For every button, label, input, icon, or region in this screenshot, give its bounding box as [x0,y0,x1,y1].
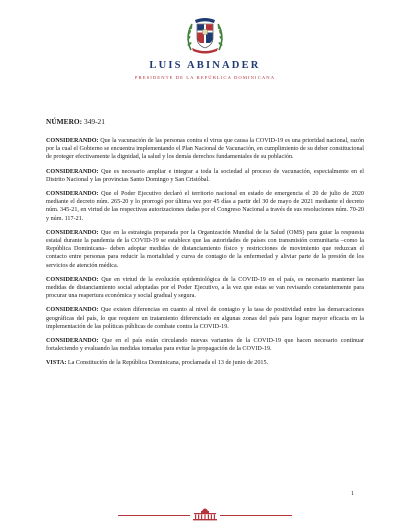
considerando-paragraph [46,229,364,270]
paragraph-keyword: CONSIDERANDO: [46,138,99,144]
decree-number-value: 349-21 [84,117,105,126]
paragraph-keyword: CONSIDERANDO: [46,191,99,198]
paragraph-keyword: CONSIDERANDO: [46,307,99,314]
paragraph-text: Que existen diferencias en cuanto al nivel de contagio y la tasa de positividad entre las demarcaciones geográficas del país, lo que requiere un tratamiento diferenciado en algunas zonas del país para lograr mayor eficacia en la implementación de las políticas públicas de combate contra la COVID-19. [46,307,364,330]
page-number: 1 [351,491,354,497]
decree-body [46,117,364,374]
president-name: LUIS ABINADER [149,60,261,71]
paragraph-text: Que el Poder Ejecutivo declaró el territorio nacional en estado de emergencia el 20 de julio de 2020 mediante el decreto núm. 265-20 y lo prorrogó por última vez por 45 días a partir del 30 de mayo de 2021 mediante el decreto núm. 345-21, en virtud de las respectivas autorizaciones dadas por el Congreso Nacional a través de sus resoluciones núm. 70-20 y núm. 117-21. [46,191,364,222]
paragraph-keyword: CONSIDERANDO: [46,229,99,236]
letterhead [0,14,410,80]
footer-rule-left [118,515,190,516]
paragraph-text: Que es necesario ampliar e integrar a toda la sociedad al proceso de vacunación, especialmente en el Distrito Nacional y las provincias Santo Domingo y San Cristóbal. [46,168,365,183]
considerando-paragraph [46,306,364,331]
footer-rule-right [220,515,292,516]
coat-of-arms-emblem [183,14,227,54]
president-title: PRESIDENTE DE LA REPÚBLICA DOMINICANA [134,75,276,80]
considerando-paragraph [46,168,364,184]
paragraph-text: Que en virtud de la evolución epidemiológica de la COVID-19 en el país, es necesario mantener las medidas de distanciamiento social adoptadas por el Poder Ejecutivo, a la vez que estas se van revisando constantemente para procurar una reapertura económica y social gradual y segura. [46,276,364,300]
considerando-paragraph [46,190,364,223]
paragraph-text: La Constitución de la República Dominicana, proclamada el 13 de junio de 2015. [67,360,269,367]
decree-number-label: NÚMERO: [46,117,83,126]
considerando-paragraph [46,137,364,162]
considerando-paragraph [46,276,364,301]
paragraph-keyword: VISTA: [46,360,67,367]
considerando-paragraph [46,337,364,353]
footer-ornament [0,507,410,521]
paragraph-text: Que en la estrategia preparada por la Organización Mundial de la Salud (OMS) para guiar la respuesta estatal durante la pandemia de la COVID-19 se establece que las autoridades de países con transmisión comunitaria –como la República Dominicana– deben adoptar medidas de distanciamiento físico y restricciones de movimiento que reduzcan el contacto entre personas para reducir la mortalidad y curva de contagio de la enfermedad y aliviar parte de la presión de los servicios de atención médica. [46,229,364,269]
decree-number [46,117,364,126]
paragraph-keyword: CONSIDERANDO: [46,168,99,175]
paragraph-keyword: CONSIDERANDO: [46,276,99,283]
paragraph-keyword: CONSIDERANDO: [46,338,99,345]
paragraph-text: Que en el país están circulando nuevas variantes de la COVID-19 que hacen necesario continuar fortaleciendo y evaluando las medidas tomadas para evitar la propagación de la COVID-19. [46,338,364,353]
vista-paragraph [46,359,364,367]
palace-icon [192,507,218,521]
paragraph-text: Que la vacunación de las personas contra el virus que causa la COVID-19 es una prioridad nacional, razón por la cual el Gobierno se encuentra implementando el Plan Nacional de Vacunación, en cumplimiento de su deber constitucional de proteger efectivamente la dignidad, la salud y los demás derechos fundamentales de su población. [46,138,364,161]
